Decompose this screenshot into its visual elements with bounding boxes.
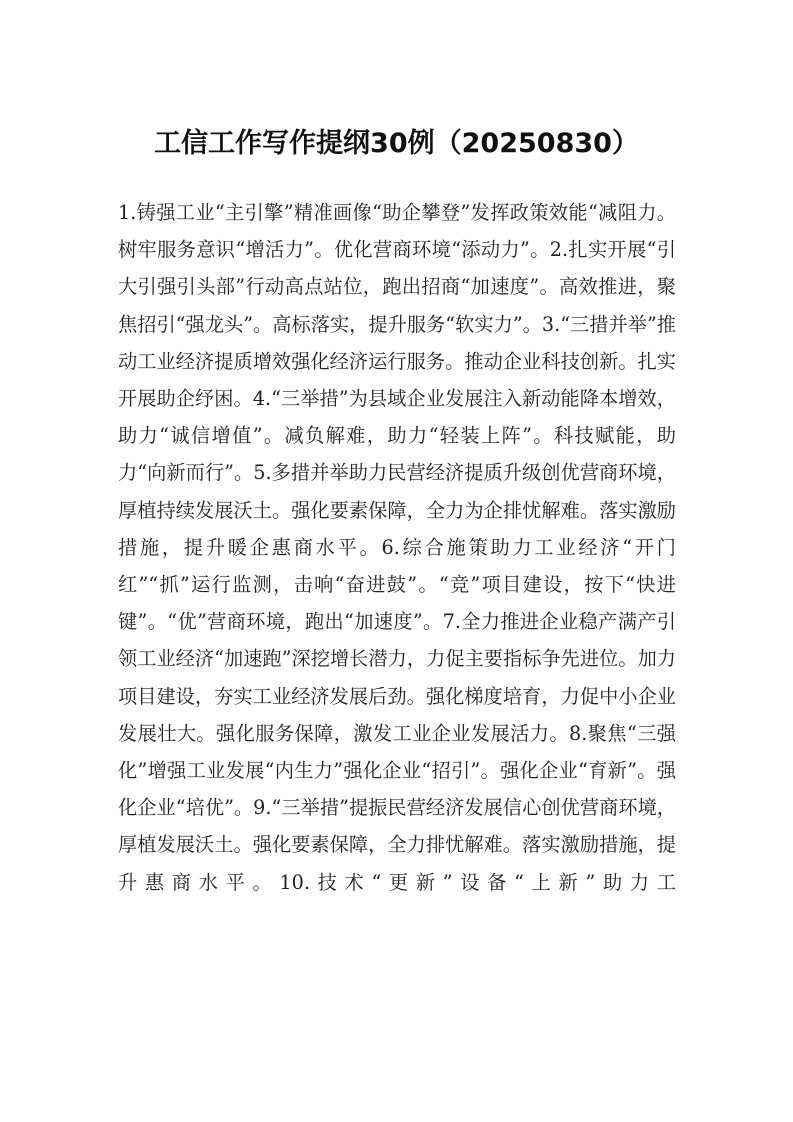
document-body: 1.铸强工业“主引擎”精准画像“助企攀登”发挥政策效能“减阻力。树牢服务意识“增活力”。优化营商环境“添动力”。2.扎实开展“引大引强引头部”行动高点站位，跑出招商“加速度”。高效推进，聚焦招引“强龙头”。高标落实，提升服务“软实力”。3.“三措并举”推动工业经济提质增效强化经济运行服务。推动企业科技创新。扎实开展助企纾困。4.“三举措”为县域企业发展注入新动能降本增效，助力“诚信增值”。减负解难，助力“轻装上阵”。科技赋能，助力“向新而行”。5.多措并举助力民营经济提质升级创优营商环境，厚植持续发展沃土。强化要素保障，全力为企排忧解难。落实激励措施，提升暖企惠商水平。6.综合施策助力工业经济“开门红”“抓”运行监测，击响“奋进鼓”。“竞”项目建设，按下“快进键”。“优”营商环境，跑出“加速度”。7.全力推进企业稳产满产引领工业经济“加速跑”深挖增长潜力，力促主要指标争先进位。加力项目建设，夯实工业经济发展后劲。强化梯度培育，力促中小企业发展壮大。强化服务保障，激发工业企业发展活力。8.聚焦“三强化”增强工业发展“内生力”强化企业“招引”。强化企业“育新”。强化企业“培优”。9.“三举措”提振民营经济发展信心创优营商环境，厚植发展沃土。强化要素保障，全力排忧解难。落实激励措施，提升惠商水平。10.技术“更新”设备“上新”助力工 [118, 201, 676, 894]
document-title: 工信工作写作提纲30例（20250830） [154, 128, 639, 159]
